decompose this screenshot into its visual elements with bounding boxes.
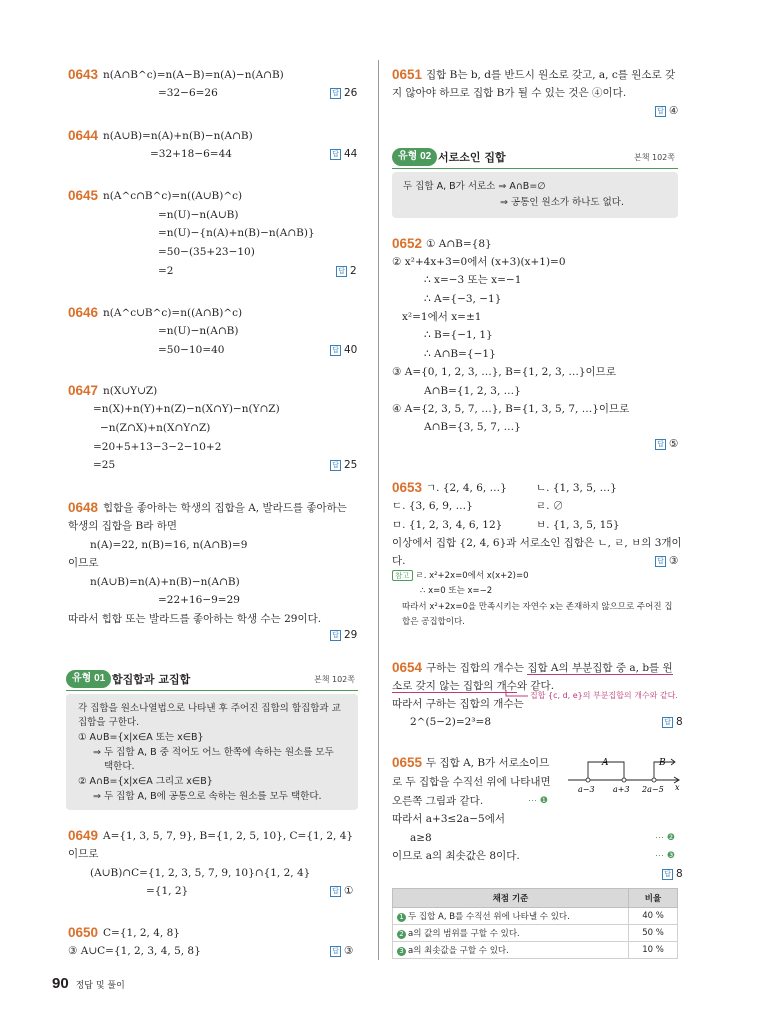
tick-label: a+3: [613, 785, 630, 794]
solution-line: 다.: [392, 555, 406, 567]
number-line-figure: [566, 756, 682, 798]
type-badge: 유형 02: [392, 148, 437, 166]
footer-label: 정답 및 풀이: [75, 981, 125, 991]
solution-line: 이므로 a의 최솟값은 8이다.: [392, 850, 520, 862]
problem-number: 0643: [68, 67, 99, 82]
answer-icon: 답: [330, 946, 341, 957]
set-b-label: B: [659, 758, 666, 768]
problem-number: 0648: [68, 500, 99, 515]
solution-line: n(A^c∪B^c)=n((A∩B)^c): [103, 307, 243, 319]
ratio-cell: 10 %: [629, 942, 678, 959]
answer: 답 ④: [655, 104, 678, 118]
problem-number: 0653: [392, 480, 423, 495]
answer: 답 ①: [330, 884, 353, 898]
set-a-label: A: [602, 758, 609, 768]
answer: 답 ③: [330, 944, 353, 958]
answer-icon: 답: [330, 149, 341, 160]
solution-line: =n(U)−n(A∩B): [158, 325, 239, 337]
summary-line: ⇒ 두 집합 A, B에 공통으로 속하는 원소를 모두 택한다.: [93, 791, 322, 802]
solution-line: A∩B={3, 5, 7, …}: [424, 421, 521, 433]
column-header: 비율: [629, 889, 678, 908]
scoring-table: [392, 888, 678, 959]
solution-line: −n(Z∩X)+n(X∩Y∩Z): [100, 422, 211, 434]
reference-line: ∴ x=0 또는 x=−2: [420, 586, 493, 596]
summary-line: ⇒ 두 집합 A, B 중 적어도 어느 한쪽에 속하는 원소를 모두: [93, 747, 334, 758]
solution-line: (A∪B)∩C={1, 2, 3, 5, 7, 9, 10}∩{1, 2, 4}: [90, 867, 311, 879]
solution-line: =n(U)−n(A∪B): [158, 209, 239, 221]
solution-line: n(A)=22, n(B)=16, n(A∩B)=9: [90, 539, 248, 551]
solution-line: n(X∪Y∪Z): [103, 385, 158, 397]
solution-line: 따라서 구하는 집합의 개수는: [392, 698, 524, 710]
answer: 답 2: [336, 264, 357, 278]
solution-line: A={1, 3, 5, 7, 9}, B={1, 2, 5, 10}, C={1, 2, 4}: [103, 830, 354, 842]
option-f: ㅂ. {1, 3, 5, 15}: [536, 519, 620, 531]
type-summary-box: [392, 172, 678, 218]
answer: 답 40: [330, 343, 357, 357]
criterion-cell: 3 a의 최솟값을 구할 수 있다.: [393, 942, 629, 959]
summary-line: ⇒ 공통인 원소가 하나도 없다.: [500, 197, 625, 208]
problem-number: 0647: [68, 383, 99, 398]
solution-line: n(A∪B)=n(A)+n(B)−n(A∩B): [90, 576, 240, 588]
answer-icon: 답: [330, 630, 341, 641]
solution-line: ③ A∪C={1, 2, 3, 4, 5, 8}: [68, 945, 201, 957]
solution-line: 두 집합 A, B가 서로소이므: [426, 757, 550, 769]
solution-line: =20+5+13−3−2−10+2: [93, 441, 222, 453]
solution-line: ∴ A={−3, −1}: [424, 293, 502, 305]
solution-line: ① A∩B={8}: [426, 238, 492, 250]
step-3-icon: 3: [397, 947, 406, 956]
solution-line: ∴ B={−1, 1}: [424, 329, 493, 341]
solution-line: 힙합을 좋아하는 학생의 집합을 A, 발라드를 좋아하는: [103, 502, 347, 514]
criterion-cell: 2 a의 값의 범위를 구할 수 있다.: [393, 925, 629, 942]
solution-line: ={1, 2}: [146, 885, 189, 897]
solution-line: 구하는 집합의 개수는 집합 A의 부분집합 중 a, b를 원: [426, 662, 673, 674]
summary-line: 각 집합을 원소나열법으로 나타낸 후 주어진 집합의 합집합과 교: [78, 703, 341, 714]
answer: 답 8: [662, 867, 683, 881]
solution-line: A∩B={1, 2, 3, …}: [424, 385, 521, 397]
summary-line: 두 집합 A, B가 서로소 ⇒ A∩B=∅: [403, 181, 546, 192]
reference-line: 합은 공집합이다.: [402, 617, 465, 627]
summary-line: ① A∪B={x|x∈A 또는 x∈B}: [78, 732, 204, 743]
solution-line: ④ A={2, 3, 5, 7, …}, B={1, 3, 5, 7, …}이므로: [392, 403, 630, 415]
answer: 답 8: [662, 715, 683, 729]
solution-line: 지 않아야 하므로 집합 B가 될 수 있는 것은 ④이다.: [392, 87, 627, 99]
answer: 답 26: [330, 86, 357, 100]
problem-number: 0644: [68, 128, 99, 143]
option-c: ㄷ. {3, 6, 9, …}: [392, 500, 473, 512]
answer-icon: 답: [336, 266, 347, 277]
answer-icon: 답: [655, 439, 666, 450]
answer-icon: 답: [330, 460, 341, 471]
criterion-cell: 1 두 집합 A, B를 수직선 위에 나타낼 수 있다.: [393, 908, 629, 925]
solution-line: 이므로: [68, 557, 99, 569]
reference-tag: 참고: [392, 570, 413, 581]
solution-line: 오른쪽 그림과 같다.: [392, 795, 484, 807]
step-2-icon: 2: [397, 930, 406, 939]
solution-line: =n(U)−{n(A)+n(B)−n(A∩B)}: [158, 227, 315, 239]
solution-line: =50−10=40: [158, 344, 225, 356]
answer-icon: 답: [662, 717, 673, 728]
solution-line: 학생의 집합을 B라 하면: [68, 520, 178, 532]
solution-line: ③ A={0, 1, 2, 3, …}, B={1, 2, 3, …}이므로: [392, 366, 616, 378]
solution-line: 따라서 a+3≤2a−5에서: [392, 813, 506, 825]
solution-line: =25: [93, 459, 116, 471]
reference-line: 따라서 x²+2x=0을 만족시키는 자연수 x는 존재하지 않으므로 주어진 집: [402, 602, 673, 612]
answer-icon: 답: [330, 88, 341, 99]
type-badge: 유형 01: [66, 670, 111, 688]
step-marker: ⋯ ❸: [655, 851, 675, 861]
option-a: ㄱ. {2, 4, 6, …}: [426, 482, 507, 494]
solution-line: n(A^c∩B^c)=n((A∪B)^c): [103, 190, 243, 202]
option-e: ㅁ. {1, 2, 3, 4, 6, 12}: [392, 519, 503, 531]
solution-line: ∴ x=−3 또는 x=−1: [424, 274, 522, 286]
solution-line: =32−6=26: [158, 87, 218, 99]
tick-label: a−3: [578, 785, 595, 794]
solution-line: 이므로: [68, 848, 99, 860]
solution-line: =50−(35+23−10): [158, 246, 255, 258]
answer: 답 29: [330, 628, 357, 642]
solution-line: 2^(5−2)=2³=8: [410, 716, 491, 728]
solution-line: 집합 B는 b, d를 반드시 원소로 갖고, a, c를 원소로 갖: [426, 69, 676, 81]
table-row: [393, 908, 678, 925]
solution-line: =2: [158, 265, 174, 277]
axis-label: x: [675, 783, 680, 792]
problem-number: 0655: [392, 755, 423, 770]
solution-line: 소로 갖지 않는 집합의 개수와 같다.: [392, 680, 555, 692]
problem-number: 0650: [68, 925, 99, 940]
solution-line: 로 두 집합을 수직선 위에 나타내면: [392, 776, 551, 788]
answer: 답 44: [330, 147, 357, 161]
column-divider: [378, 60, 379, 960]
type-title: 서로소인 집합: [438, 151, 506, 164]
answer: 답 ③: [655, 554, 678, 568]
answer-icon: 답: [655, 106, 666, 117]
type-reference: 본책 102쪽: [314, 675, 355, 684]
option-d: ㄹ. ∅: [536, 500, 564, 512]
solution-line: =n(X)+n(Y)+n(Z)−n(X∩Y)−n(Y∩Z): [93, 403, 280, 415]
problem-number: 0646: [68, 305, 99, 320]
solution-line: ② x²+4x+3=0에서 (x+3)(x+1)=0: [392, 256, 566, 268]
step-1-icon: 1: [397, 913, 406, 922]
problem-number: 0651: [392, 67, 423, 82]
table-row: [393, 942, 678, 959]
ratio-cell: 50 %: [629, 925, 678, 942]
table-row: [393, 925, 678, 942]
solution-line: x²=1에서 x=±1: [402, 311, 482, 323]
answer: 답 25: [330, 458, 357, 472]
problem-number: 0645: [68, 188, 99, 203]
summary-line: ② A∩B={x|x∈A 그리고 x∈B}: [78, 776, 213, 787]
step-marker: ⋯ ❷: [655, 833, 675, 843]
answer-icon: 답: [330, 345, 341, 356]
table-header-row: [393, 889, 678, 908]
solution-line: =32+18−6=44: [150, 148, 232, 160]
page-footer: [52, 975, 125, 992]
tick-label: 2a−5: [642, 785, 664, 794]
summary-line: 집합을 구한다.: [78, 717, 140, 728]
option-b: ㄴ. {1, 3, 5, …}: [536, 482, 617, 494]
solution-line: n(A∪B)=n(A)+n(B)−n(A∩B): [103, 130, 253, 142]
page-number: 90: [52, 975, 69, 992]
type-reference: 본책 102쪽: [634, 153, 675, 162]
answer-icon: 답: [655, 556, 666, 567]
solution-line: =22+16−9=29: [158, 594, 240, 606]
column-header: 채점 기준: [393, 889, 629, 908]
hint-callout: 집합 {c, d, e}의 부분집합의 개수와 같다.: [530, 691, 678, 700]
solution-line: a≥8: [410, 832, 432, 844]
problem-number: 0649: [68, 828, 99, 843]
solution-line: n(A∩B^c)=n(A−B)=n(A)−n(A∩B): [103, 69, 284, 81]
reference-note: 참고 ㄹ. x²+2x=0에서 x(x+2)=0: [392, 570, 529, 583]
summary-line: 택한다.: [104, 761, 135, 772]
ratio-cell: 40 %: [629, 908, 678, 925]
answer-icon: 답: [330, 886, 341, 897]
step-marker: ⋯ ❶: [528, 796, 548, 806]
solution-line: C={1, 2, 4, 8}: [103, 927, 180, 939]
answer: 답 ⑤: [655, 437, 678, 451]
solution-line: ∴ A∩B={−1}: [424, 348, 496, 360]
problem-number: 0652: [392, 236, 423, 251]
solution-line: 이상에서 집합 {2, 4, 6}과 서로소인 집합은 ㄴ, ㄹ, ㅂ의 3개이: [392, 537, 682, 549]
type-title: 합집합과 교집합: [112, 673, 191, 686]
problem-number: 0654: [392, 660, 423, 675]
solution-line: 따라서 힙합 또는 발라드를 좋아하는 학생 수는 29이다.: [68, 613, 322, 625]
answer-icon: 답: [662, 869, 673, 880]
